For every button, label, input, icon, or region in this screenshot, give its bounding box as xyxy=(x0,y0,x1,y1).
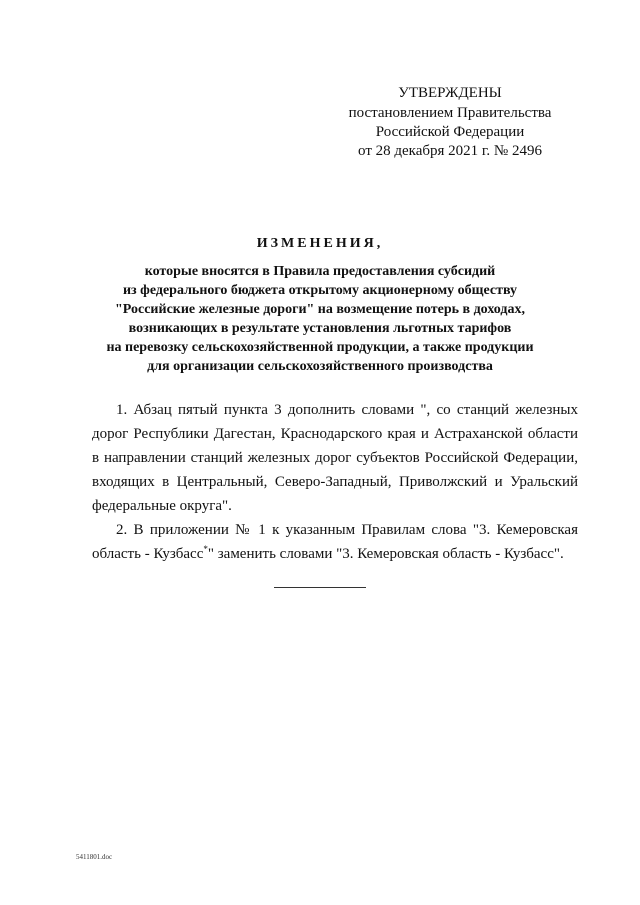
subtitle-line-6: для организации сельскохозяйственного производства xyxy=(147,359,493,374)
approval-block xyxy=(330,84,570,161)
subtitle-line-3: "Российские железные дороги" на возмещение потерь в доходах, xyxy=(115,302,525,317)
approval-title: УТВЕРЖДЕНЫ xyxy=(398,85,502,101)
paragraph-2 xyxy=(92,518,578,566)
paragraph-2-start: 2. В приложении № 1 к указанным Правилам слова "3. Кемеровская область - Кузбасс xyxy=(92,522,578,562)
document-subtitle xyxy=(60,262,580,376)
subtitle-line-1: которые вносятся в Правила предоставления субсидий xyxy=(144,264,496,279)
approval-line-3: от 28 декабря 2021 г. № 2496 xyxy=(358,143,542,159)
file-code: 5411801.doc xyxy=(76,853,113,861)
paragraph-1: 1. Абзац пятый пункта 3 дополнить словами ", со станций железных дорог Республики Дагестан, Краснодарского края и Астраханской области в направлении станций железных дорог субъектов Российской Федерации, входящих в Центральный, Северо-Западный, Приволжский и Уральский федеральные округа". xyxy=(92,402,578,514)
subtitle-line-4: возникающих в результате установления льготных тарифов xyxy=(128,321,512,336)
approval-line-2: Российской Федерации xyxy=(375,124,525,140)
approval-line-1: постановлением Правительства xyxy=(348,105,552,121)
end-divider xyxy=(274,587,366,588)
paragraph-2-end: " заменить словами "3. Кемеровская область - Кузбасс". xyxy=(207,546,564,562)
document-body xyxy=(92,398,578,566)
footnote-mark: * xyxy=(203,544,208,554)
document-heading: ИЗМЕНЕНИЯ, xyxy=(256,236,384,251)
subtitle-line-2: из федерального бюджета открытому акционерному обществу xyxy=(122,283,518,298)
subtitle-line-5: на перевозку сельскохозяйственной продукции, а также продукции xyxy=(106,340,534,355)
